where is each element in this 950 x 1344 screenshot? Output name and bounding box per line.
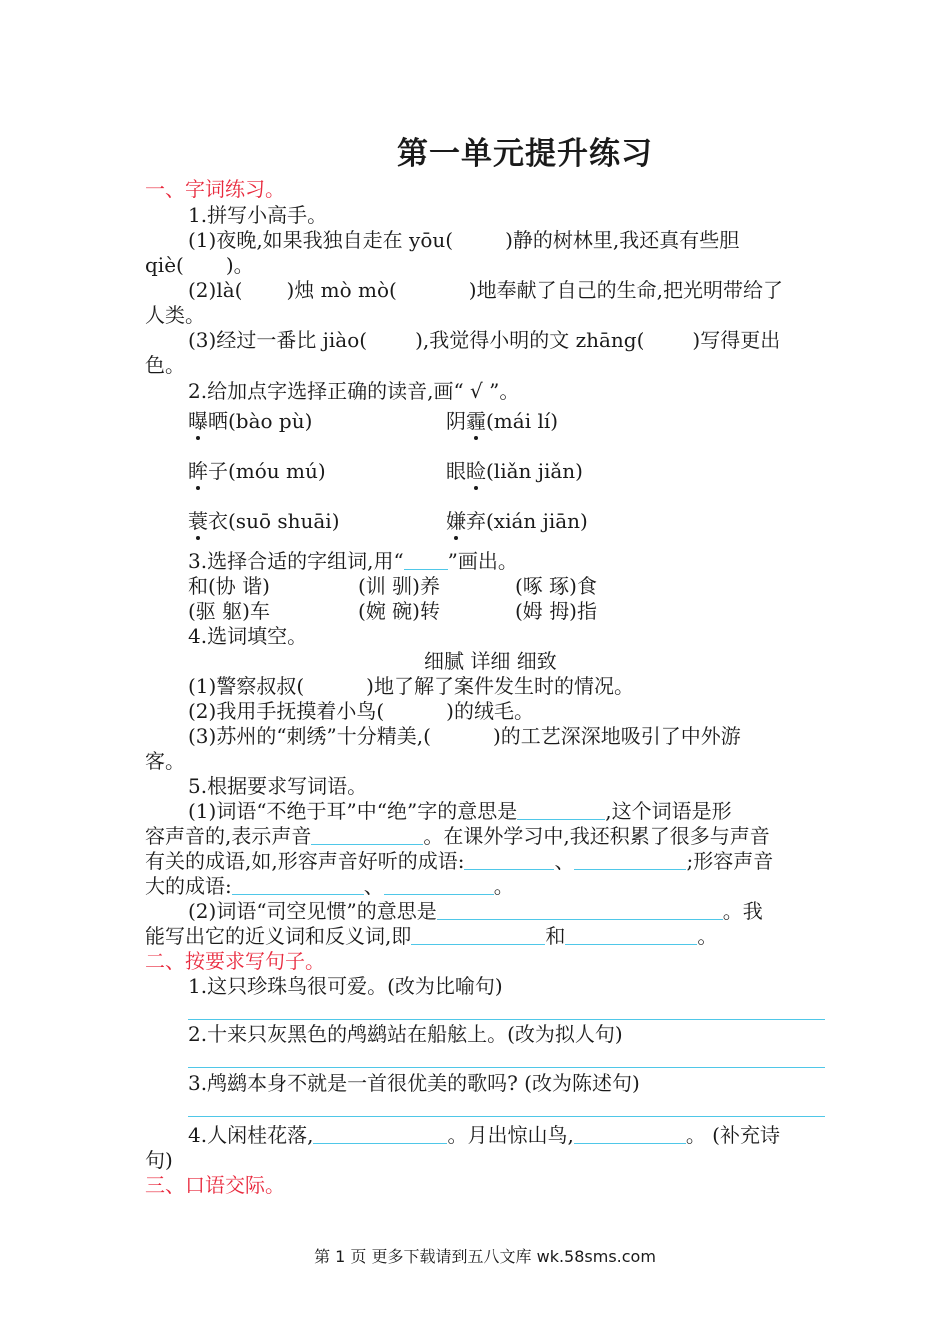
q3-heading: 3.选择合适的字组词,用“ ”画出。 bbox=[188, 549, 518, 573]
section-heading-2: 二、按要求写句子。 bbox=[145, 949, 325, 973]
q5-p2-line2: 能写出它的近义词和反义词,即 和 。 bbox=[145, 924, 718, 948]
q4-heading: 4.选词填空。 bbox=[188, 624, 308, 648]
q1-line2: (2)là( )烛 mò mò( )地奉献了自己的生命,把光明带给了 bbox=[188, 278, 783, 302]
q3-row1-item2: (训 驯)养 bbox=[358, 574, 440, 598]
q1-line2-cont: 人类。 bbox=[145, 303, 205, 327]
q2-item-1: 曝晒(bào pù) bbox=[188, 409, 313, 433]
q5-p1-line4: 大的成语: 、 。 bbox=[145, 874, 514, 898]
q2-item-2: 阴霾(mái lí) bbox=[446, 409, 559, 433]
q5-p1-line2: 容声音的,表示声音 。在课外学习中,我还积累了很多与声音 bbox=[145, 824, 770, 848]
q4-word-choices: 细腻 详细 细致 bbox=[424, 649, 557, 673]
s2-q4-cont: 句) bbox=[145, 1148, 173, 1172]
q4-line3-cont: 客。 bbox=[145, 749, 185, 773]
q5-p1-line3: 有关的成语,如,形容声音好听的成语: 、 ;形容声音 bbox=[145, 849, 774, 873]
q1-line1: (1)夜晚,如果我独自走在 yōu( )静的树林里,我还真有些胆 bbox=[188, 228, 740, 252]
q2-item-4: 眼睑(liǎn jiǎn) bbox=[446, 459, 583, 483]
s2-q2: 2.十来只灰黑色的鸬鹚站在船舷上。(改为拟人句) bbox=[188, 1022, 623, 1046]
q2-heading: 2.给加点字选择正确的读音,画“ √ ”。 bbox=[188, 379, 520, 403]
section-heading-3: 三、口语交际。 bbox=[145, 1173, 285, 1197]
q5-heading: 5.根据要求写词语。 bbox=[188, 774, 368, 798]
q4-line1: (1)警察叔叔( )地了解了案件发生时的情况。 bbox=[188, 674, 634, 698]
q3-row1-item3: (啄 琢)食 bbox=[515, 574, 597, 598]
q2-item-6: 嫌弃(xián jiān) bbox=[446, 509, 588, 533]
q1-line3: (3)经过一番比 jiào( ),我觉得小明的文 zhāng( )写得更出 bbox=[188, 328, 781, 352]
q3-row2-item1: (驱 躯)车 bbox=[188, 599, 270, 623]
q1-heading: 1.拼写小高手。 bbox=[188, 203, 328, 227]
s2-q3: 3.鸬鹚本身不就是一首很优美的歌吗? (改为陈述句) bbox=[188, 1071, 640, 1095]
q2-item-5: 蓑衣(suō shuāi) bbox=[188, 509, 340, 533]
q5-p2-line1: (2)词语“司空见惯”的意思是 。我 bbox=[188, 899, 763, 923]
q2-item-3: 眸子(móu mú) bbox=[188, 459, 326, 483]
s2-q3-answer-line[interactable] bbox=[188, 1116, 825, 1117]
s2-q2-answer-line[interactable] bbox=[188, 1067, 825, 1068]
q3-row2-item3: (姆 拇)指 bbox=[515, 599, 597, 623]
s2-q4: 4.人闲桂花落, 。月出惊山鸟, 。 (补充诗 bbox=[188, 1123, 780, 1147]
page-title: 第一单元提升练习 bbox=[397, 136, 653, 172]
q4-line3: (3)苏州的“刺绣”十分精美,( )的工艺深深地吸引了中外游 bbox=[188, 724, 741, 748]
q3-row2-item2: (婉 碗)转 bbox=[358, 599, 440, 623]
q1-line3-cont: 色。 bbox=[145, 353, 185, 377]
s2-q1: 1.这只珍珠鸟很可爱。(改为比喻句) bbox=[188, 974, 503, 998]
section-heading-1: 一、字词练习。 bbox=[145, 177, 285, 201]
q3-row1-item1: 和(协 谐) bbox=[188, 574, 270, 598]
q4-line2: (2)我用手抚摸着小鸟( )的绒毛。 bbox=[188, 699, 534, 723]
s2-q1-answer-line[interactable] bbox=[188, 1019, 825, 1020]
page-footer: 第 1 页 更多下载请到五八文库 wk.58sms.com bbox=[314, 1247, 656, 1266]
q5-p1-line1: (1)词语“不绝于耳”中“绝”字的意思是 ,这个词语是形 bbox=[188, 799, 732, 823]
q1-line1-cont: qiè( )。 bbox=[145, 253, 254, 277]
